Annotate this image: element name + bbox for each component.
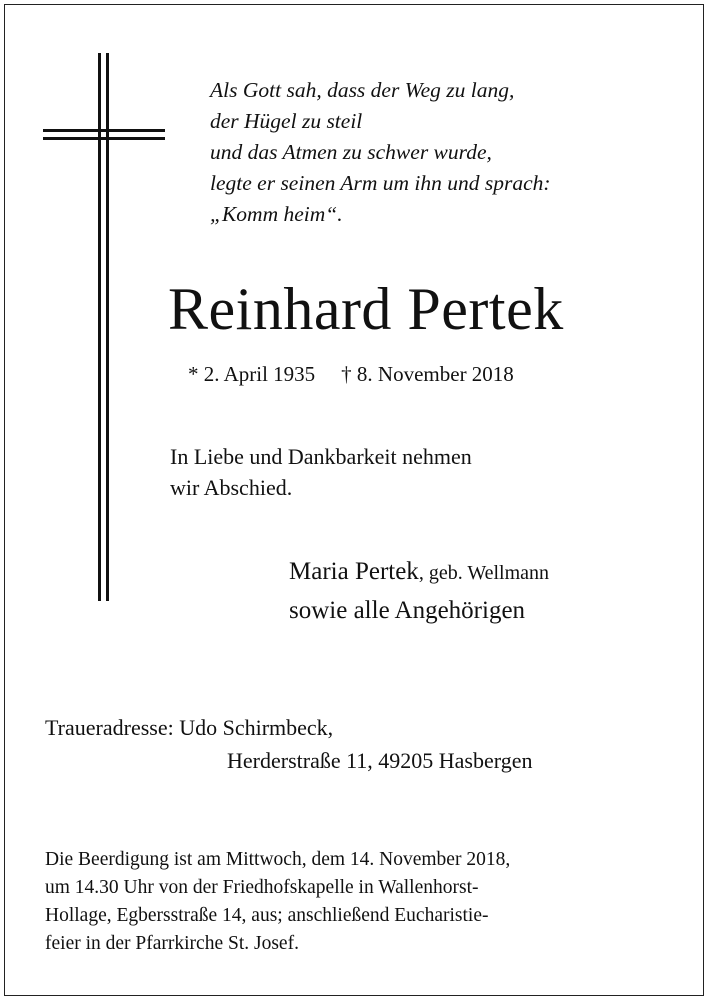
mourners <box>289 554 549 629</box>
funeral-line: Die Beerdigung ist am Mittwoch, dem 14. November 2018, <box>45 849 511 870</box>
cross-vertical-beam-left <box>98 53 101 601</box>
verse-line: Als Gott sah, dass der Weg zu lang, <box>210 78 515 102</box>
cross-icon <box>43 53 165 601</box>
address-label: Traueradresse: <box>45 715 174 740</box>
farewell-line: wir Abschied. <box>170 475 293 500</box>
deceased-name: Reinhard Pertek <box>168 276 564 342</box>
funeral-line: um 14.30 Uhr von der Friedhofskapelle in Wallenhorst- <box>45 877 479 898</box>
address-line-2: Herderstraße 11, 49205 Hasbergen <box>227 748 533 773</box>
birth-date: * 2. April 1935 <box>188 362 316 386</box>
primary-mourner <box>289 554 549 591</box>
farewell-line: In Liebe und Dankbarkeit nehmen <box>170 444 472 469</box>
funeral-info <box>45 846 675 958</box>
cross-horizontal-beam-bottom <box>43 137 165 140</box>
verse <box>210 75 551 230</box>
death-date: † 8. November 2018 <box>341 362 514 386</box>
verse-line: legte er seinen Arm um ihn und sprach: <box>210 171 551 195</box>
verse-line: der Hügel zu steil <box>210 109 363 133</box>
farewell-text <box>170 441 472 503</box>
life-dates <box>188 359 514 389</box>
obituary-notice <box>4 4 704 996</box>
funeral-line: feier in der Pfarrkirche St. Josef. <box>45 933 299 954</box>
cross-vertical-beam-right <box>106 53 109 601</box>
other-mourners: sowie alle Angehörigen <box>289 597 526 624</box>
funeral-line: Hollage, Egbersstraße 14, aus; anschließend Eucharistie- <box>45 905 489 926</box>
address-line-1: Udo Schirmbeck, <box>179 715 334 740</box>
verse-line: „Komm heim“. <box>210 202 343 226</box>
primary-mourner-birthname: , geb. Wellmann <box>418 562 550 584</box>
primary-mourner-name: Maria Pertek <box>289 558 419 585</box>
address-row-1 <box>45 711 532 744</box>
verse-line: und das Atmen zu schwer wurde, <box>210 140 492 164</box>
mourning-address <box>45 711 532 777</box>
cross-horizontal-beam-top <box>43 129 165 132</box>
